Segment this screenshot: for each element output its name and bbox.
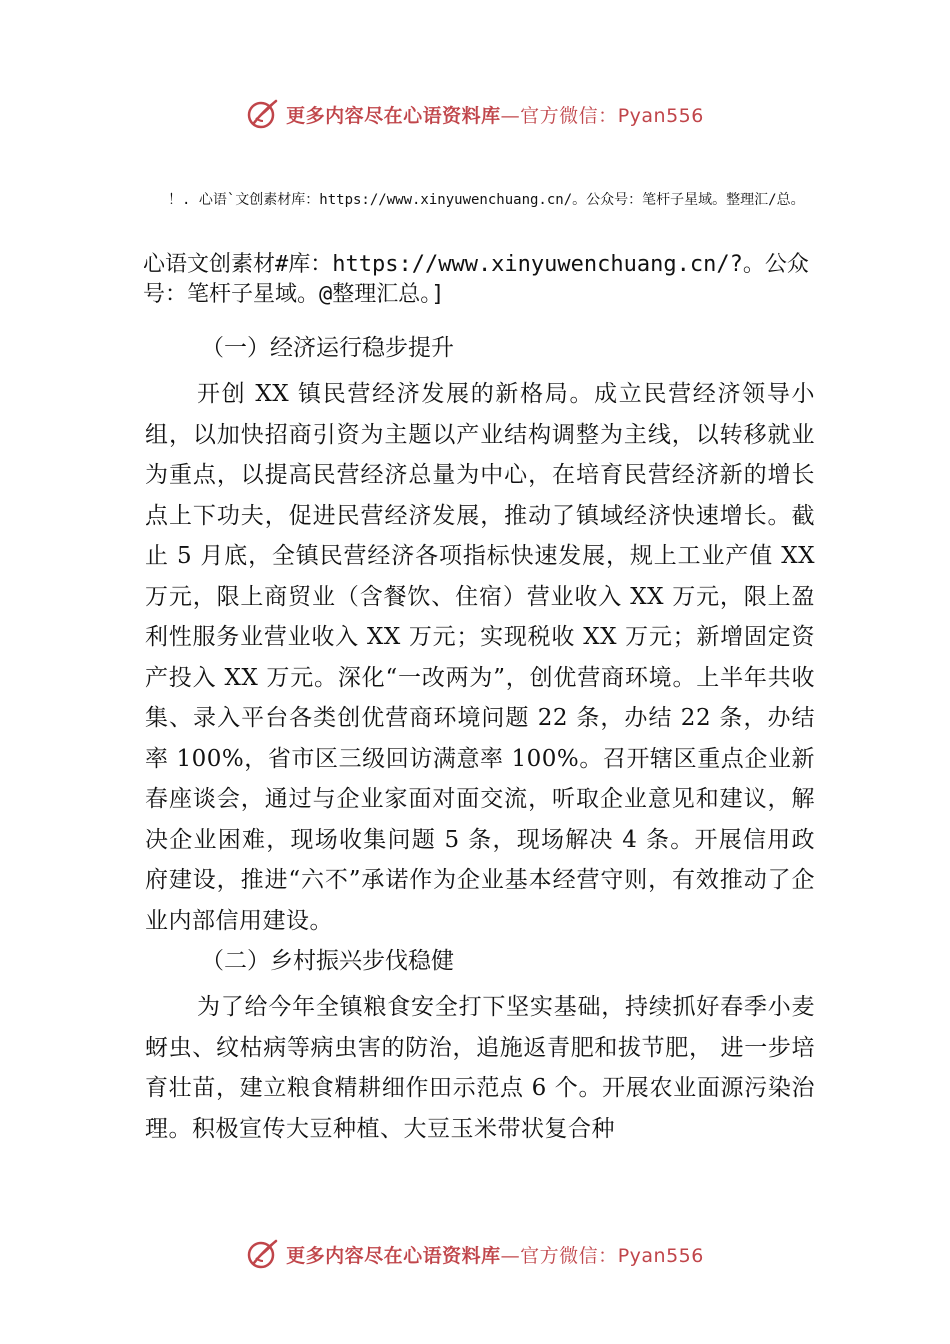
section-paragraph: 开创 XX 镇民营经济发展的新格局。成立民营经济领导小组，以加快招商引资为主题以产业结构调整为主线，以转移就业为重点，以提高民营经济总量为中心，在培育民营经济新的增长点上下功夫，促进民营经济发展，推动了镇域经济快速增长。截止 5 月底，全镇民营经济各项指标快速发展，规上工业产值 XX 万元，限上商贸业（含餐饮、住宿）营业收入 XX 万元，限上盈利性服务业营业收入 XX 万元；实现税收 XX 万元；新增固定资产投入 XX 万元。深化“一改两为”，创优营商环境。上半年共收集、录入平台各类创优营商环境问题 22 条，办结 22 条，办结率 100%，省市区三级回访满意率 100%。召开辖区重点企业新春座谈会，通过与企业家面对面交流，听取企业意见和建议，解决企业困难，现场收集问题 5 条，现场解决 4 条。开展信用政府建设，推进“六不”承诺作为企业基本经营守则，有效推动了企业内部信用建设。 [145,381,815,934]
banner-wechat-label: 官方微信： [520,1244,618,1267]
quill-logo-icon [246,97,280,131]
banner-wechat-id: Pyan556 [617,1244,704,1267]
banner-wechat-label: 官方微信： [520,104,618,127]
banner-text [286,1241,704,1268]
header-banner [0,94,950,134]
banner-dash: — [500,1244,521,1267]
footer-banner [0,1234,950,1274]
source-note: ！. 心语`文创素材库：https://www.xinyuwenchuang.cn/。公众号：笔杆子星域。整理汇/总。 [168,192,805,208]
quill-logo-icon [246,1237,280,1271]
banner-dash: — [500,104,521,127]
source-line: 心语文创素材#库：https://www.xinyuwenchuang.cn/?。公众号：笔杆子星域。@整理汇总。] [143,252,809,307]
banner-wechat-id: Pyan556 [617,104,704,127]
section-heading: （二）乡村振兴步伐稳健 [201,948,454,974]
section-paragraph: 为了给今年全镇粮食安全打下坚实基础，持续抓好春季小麦蚜虫、纹枯病等病虫害的防治，追施返青肥和拔节肥， 进一步培育壮苗，建立粮食精耕细作田示范点 6 个。开展农业面源污染治理。积极宣传大豆种植、大豆玉米带状复合种 [145,994,815,1142]
banner-text [286,101,704,128]
banner-brand: 更多内容尽在心语资料库 [286,104,501,127]
document-body [145,328,815,1149]
section-heading: （一）经济运行稳步提升 [201,335,454,361]
banner-brand: 更多内容尽在心语资料库 [286,1244,501,1267]
